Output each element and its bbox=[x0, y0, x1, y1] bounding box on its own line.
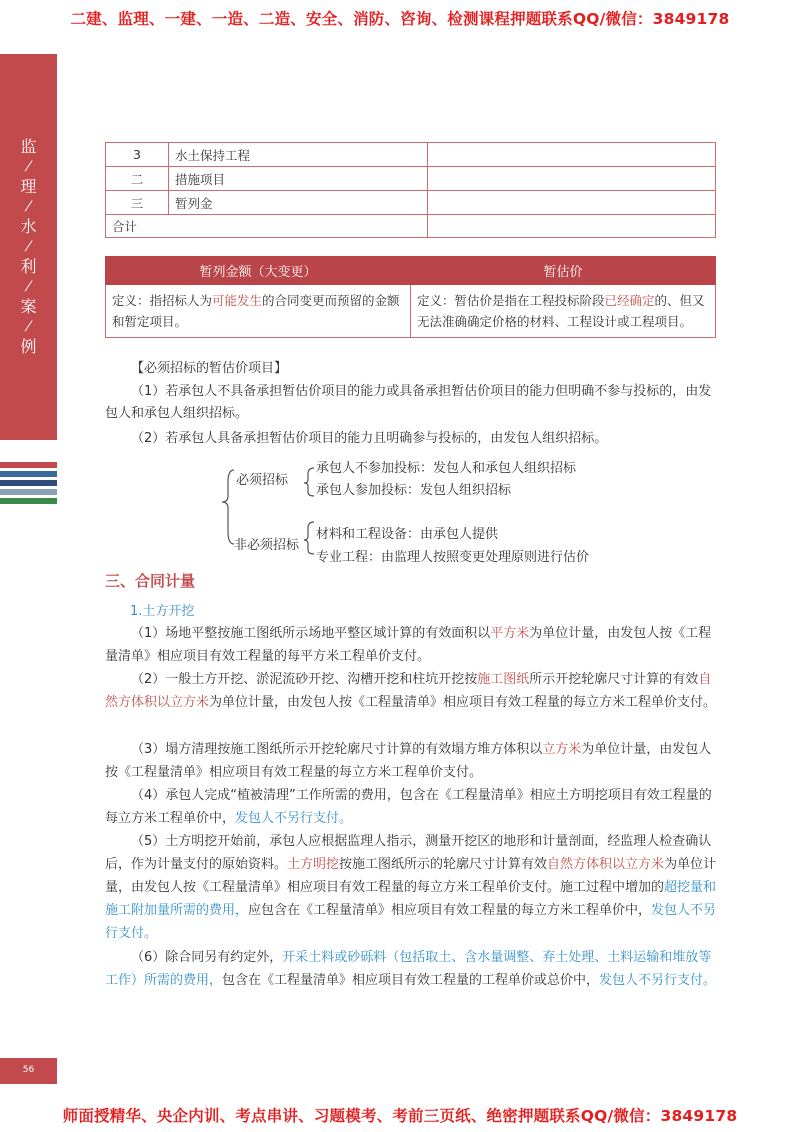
item-table bbox=[105, 142, 716, 238]
tree-not-item-1: 材料和工程设备：由承包人提供 bbox=[316, 527, 499, 542]
para-highlight: 自然方体积以立方米 bbox=[547, 857, 665, 872]
side-char: 监 bbox=[20, 137, 37, 156]
side-sep: / bbox=[23, 159, 34, 174]
decor-stripe-grey bbox=[0, 489, 57, 495]
para-highlight: 平方米 bbox=[490, 626, 530, 641]
bidding-para-1: （1）若承包人不具备承担暂估价项目的能力或具备承担暂估价项目的能力但明确不参与投标的，由发包人和承包人组织招标。 bbox=[105, 384, 712, 421]
def-text: 的、但又无法准确确定价格的材料、工程设计或工程项目。 bbox=[417, 293, 705, 329]
def-text: 定义：暂估价是指在工程投标阶段 bbox=[417, 293, 605, 308]
measure-para-3 bbox=[105, 738, 717, 784]
row-no: 二 bbox=[106, 167, 169, 191]
total-label: 合计 bbox=[106, 215, 428, 238]
decor-stripe-blue bbox=[0, 471, 57, 477]
row-value bbox=[428, 191, 716, 215]
top-contact-banner: 二建、监理、一建、一造、二造、安全、消防、咨询、检测课程押题联系QQ/微信：3849178 bbox=[70, 10, 730, 28]
row-name: 暂列金 bbox=[169, 191, 428, 215]
measure-para-4 bbox=[105, 784, 717, 830]
para-highlight: 土方明挖 bbox=[287, 857, 340, 872]
row-value bbox=[428, 143, 716, 167]
provisional-sum-definition bbox=[106, 285, 411, 338]
para-highlight: 自然方体积以立方米 bbox=[105, 672, 712, 710]
tree-must-item-2: 承包人参加投标：发包人组织招标 bbox=[316, 483, 512, 498]
side-sep: / bbox=[23, 279, 34, 294]
total-row bbox=[106, 215, 716, 238]
side-sep: / bbox=[23, 199, 34, 214]
section-title: 三、合同计量 bbox=[105, 572, 196, 590]
side-char: 利 bbox=[20, 257, 37, 276]
para-text: 包含在《工程量清单》相应项目有效工程量的工程单价或总价中， bbox=[222, 973, 600, 988]
side-char: 理 bbox=[20, 177, 37, 196]
para-highlight: 发包人不另行支付。 bbox=[599, 973, 717, 988]
measure-para-2 bbox=[105, 668, 717, 714]
row-no: 3 bbox=[106, 143, 169, 167]
table-row bbox=[106, 191, 716, 215]
def-text: 的合同变更而预留的金额和暂定项目。 bbox=[112, 293, 400, 329]
total-value bbox=[428, 215, 716, 238]
side-sep: / bbox=[23, 239, 34, 254]
para-highlight: 发包人不另行支付。 bbox=[105, 903, 717, 941]
measure-para-1 bbox=[105, 622, 717, 668]
row-name: 水土保持工程 bbox=[169, 143, 428, 167]
provisional-estimate-header: 暂估价 bbox=[411, 257, 716, 285]
side-char: 案 bbox=[20, 297, 37, 316]
para-highlight: 发包人不另行支付。 bbox=[235, 811, 353, 826]
tree-must-item-1: 承包人不参加投标：发包人和承包人组织招标 bbox=[316, 461, 577, 476]
side-sep: / bbox=[23, 319, 34, 334]
def-text: 定义：指招标人为 bbox=[112, 293, 213, 308]
tree-not-item-2: 专业工程：由监理人按照变更处理原则进行估价 bbox=[316, 550, 590, 565]
table-row bbox=[106, 167, 716, 191]
decor-stripe-navy bbox=[0, 480, 57, 486]
para-text: 所示开挖轮廓尺寸计算的有效 bbox=[529, 672, 699, 687]
para-text: 为单位计量，由发包人按《工程量清单》相应项目有效工程量的每立方米工程单价支付。 bbox=[105, 742, 712, 780]
decor-stripe-green bbox=[0, 498, 57, 504]
para-text: （1）场地平整按施工图纸所示场地平整区域计算的有效面积以 bbox=[131, 626, 491, 641]
side-tab-label bbox=[0, 136, 57, 358]
para-text: 为单位计量，由发包人按《工程量清单》相应项目有效工程量的每立方米工程单价支付。施工过程中增加的 bbox=[105, 857, 717, 895]
comparison-table bbox=[105, 256, 716, 338]
bidding-para-2: （2）若承包人具备承担暂估价项目的能力且明确参与投标的，由发包人组织招标。 bbox=[131, 431, 608, 446]
para-highlight: 施工图纸 bbox=[477, 672, 530, 687]
measure-para-5 bbox=[105, 830, 717, 945]
para-text: （3）塌方清理按施工图纸所示开挖轮廓尺寸计算的有效塌方堆方体积以 bbox=[131, 742, 543, 757]
para-text: 应包含在《工程量清单》相应项目有效工程量的每立方米工程单价中， bbox=[248, 903, 652, 918]
para-highlight: 立方米 bbox=[542, 742, 582, 757]
def-highlight: 可能发生 bbox=[212, 293, 263, 308]
row-no: 三 bbox=[106, 191, 169, 215]
para-highlight: 开采土料或砂砾料（包括取土、含水量调整、弃土处理、土料运输和堆放等工作）所需的费用， bbox=[105, 950, 712, 988]
provisional-estimate-definition bbox=[411, 285, 716, 338]
para-text: 为单位计量，由发包人按《工程量清单》相应项目有效工程量的每平方米工程单价支付。 bbox=[105, 626, 712, 664]
measure-para-6 bbox=[105, 946, 717, 992]
para-highlight: 超挖量和施工附加量所需的费用， bbox=[105, 880, 717, 918]
subsection-title: 1.土方开挖 bbox=[130, 604, 195, 619]
table-row bbox=[106, 143, 716, 167]
tree-must-bid: 必须招标 bbox=[236, 473, 289, 488]
para-text: 按施工图纸所示的轮廓尺寸计算有效 bbox=[339, 857, 548, 872]
row-name: 措施项目 bbox=[169, 167, 428, 191]
side-char: 例 bbox=[20, 337, 37, 356]
def-highlight: 已经确定 bbox=[604, 293, 655, 308]
page-number: 56 bbox=[22, 1065, 35, 1075]
para-text: （4）承包人完成“植被清理”工作所需的费用，包含在《工程量清单》相应土方明挖项目有效工程量的每立方米工程单价中， bbox=[105, 788, 712, 826]
para-text: （5）土方明挖开始前，承包人应根据监理人指示，测量开挖区的地形和计量剖面，经监理人检查确认后，作为计量支付的原始资料。 bbox=[105, 834, 712, 872]
row-value bbox=[428, 167, 716, 191]
para-text: （2）一般土方开挖、淤泥流砂开挖、沟槽开挖和柱坑开挖按 bbox=[131, 672, 478, 687]
provisional-sum-header: 暂列金额（大变更） bbox=[106, 257, 411, 285]
side-char: 水 bbox=[20, 217, 37, 236]
decor-stripe-red bbox=[0, 462, 57, 468]
para-text: （6）除合同另有约定外， bbox=[131, 950, 283, 965]
tree-not-must-bid: 非必须招标 bbox=[234, 538, 300, 553]
bidding-title: 【必须招标的暂估价项目】 bbox=[131, 361, 288, 376]
bottom-contact-banner: 师面授精华、央企内训、考点串讲、习题模考、考前三页纸、绝密押题联系QQ/微信：3849178 bbox=[62, 1107, 738, 1125]
para-text: 为单位计量，由发包人按《工程量清单》相应项目有效工程量的每立方米工程单价支付。 bbox=[209, 695, 717, 710]
